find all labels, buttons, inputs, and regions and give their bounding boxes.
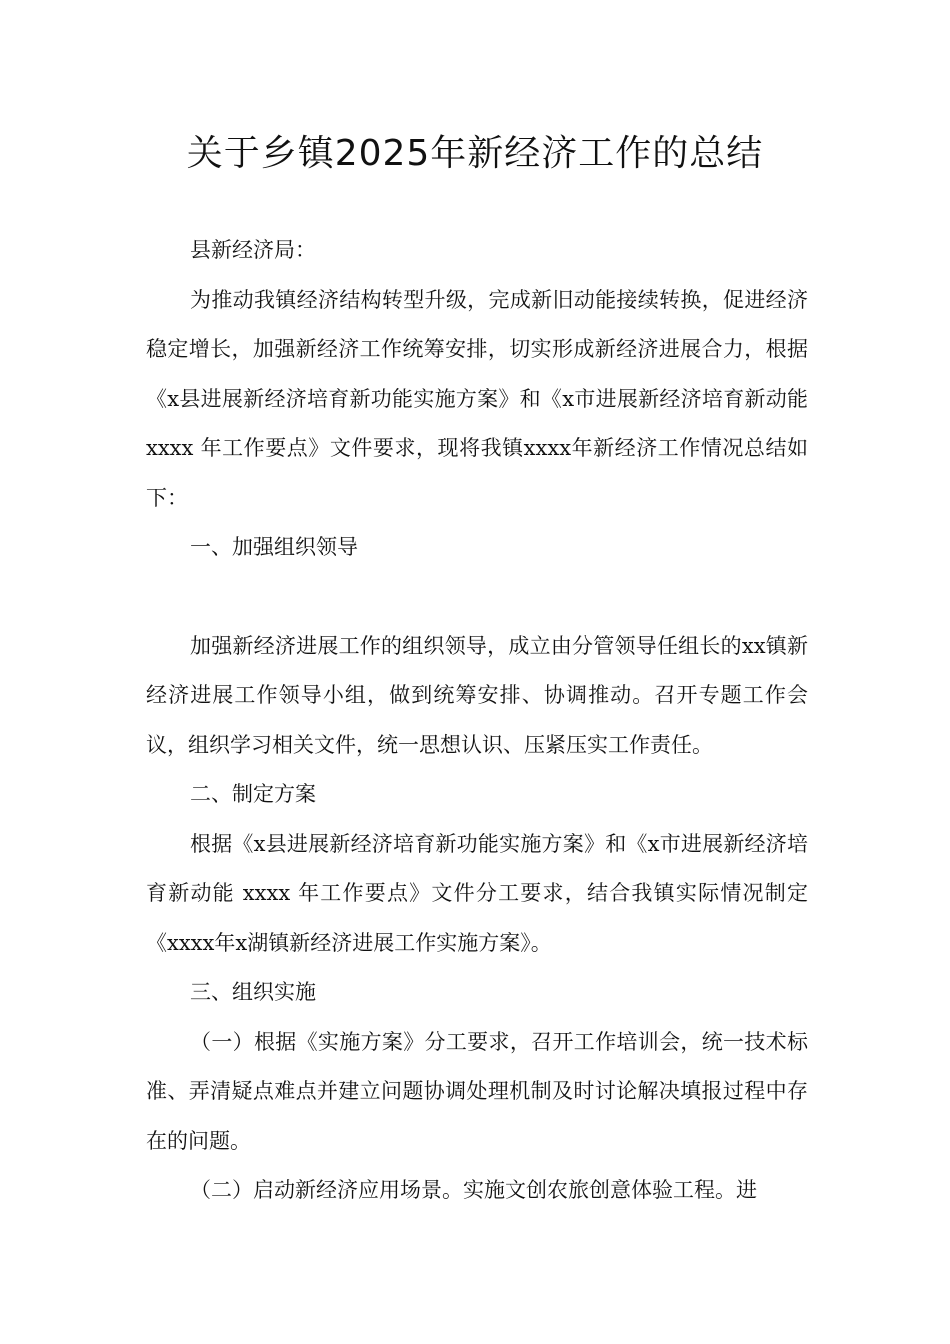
document-title: 关于乡镇2025年新经济工作的总结 xyxy=(186,133,764,174)
section-2-heading: 二、制定方案 xyxy=(190,782,316,806)
salutation: 县新经济局： xyxy=(190,238,316,262)
intro-paragraph: 为推动我镇经济结构转型升级，完成新旧动能接续转换，促进经济稳定增长，加强新经济工作统筹安排，切实形成新经济进展合力，根据《x县进展新经济培育新功能实施方案》和《x市进展新经济培育新动能 xxxx 年工作要点》文件要求，现将我镇xxxx年新经济工作情况总结如下： xyxy=(146,287,808,510)
section-1-paragraph: 加强新经济进展工作的组织领导，成立由分管领导任组长的xx镇新经济进展工作领导小组，做到统筹安排、协调推动。召开专题工作会议，组织学习相关文件，统一思想认识、压紧压实工作责任。 xyxy=(146,633,808,757)
document-body xyxy=(146,226,808,1216)
section-3-item-2: （二）启动新经济应用场景。实施文创农旅创意体验工程。进 xyxy=(190,1178,757,1202)
section-1-heading: 一、加强组织领导 xyxy=(190,535,358,559)
section-2-paragraph: 根据《x县进展新经济培育新功能实施方案》和《x市进展新经济培育新动能 xxxx 年工作要点》文件分工要求，结合我镇实际情况制定《xxxx年x湖镇新经济进展工作实施方案》。 xyxy=(146,831,808,955)
section-3-heading: 三、组织实施 xyxy=(190,980,316,1004)
section-3-item-1: （一）根据《实施方案》分工要求，召开工作培训会，统一技术标准、弄清疑点难点并建立问题协调处理机制及时讨论解决填报过程中存在的问题。 xyxy=(146,1029,808,1153)
